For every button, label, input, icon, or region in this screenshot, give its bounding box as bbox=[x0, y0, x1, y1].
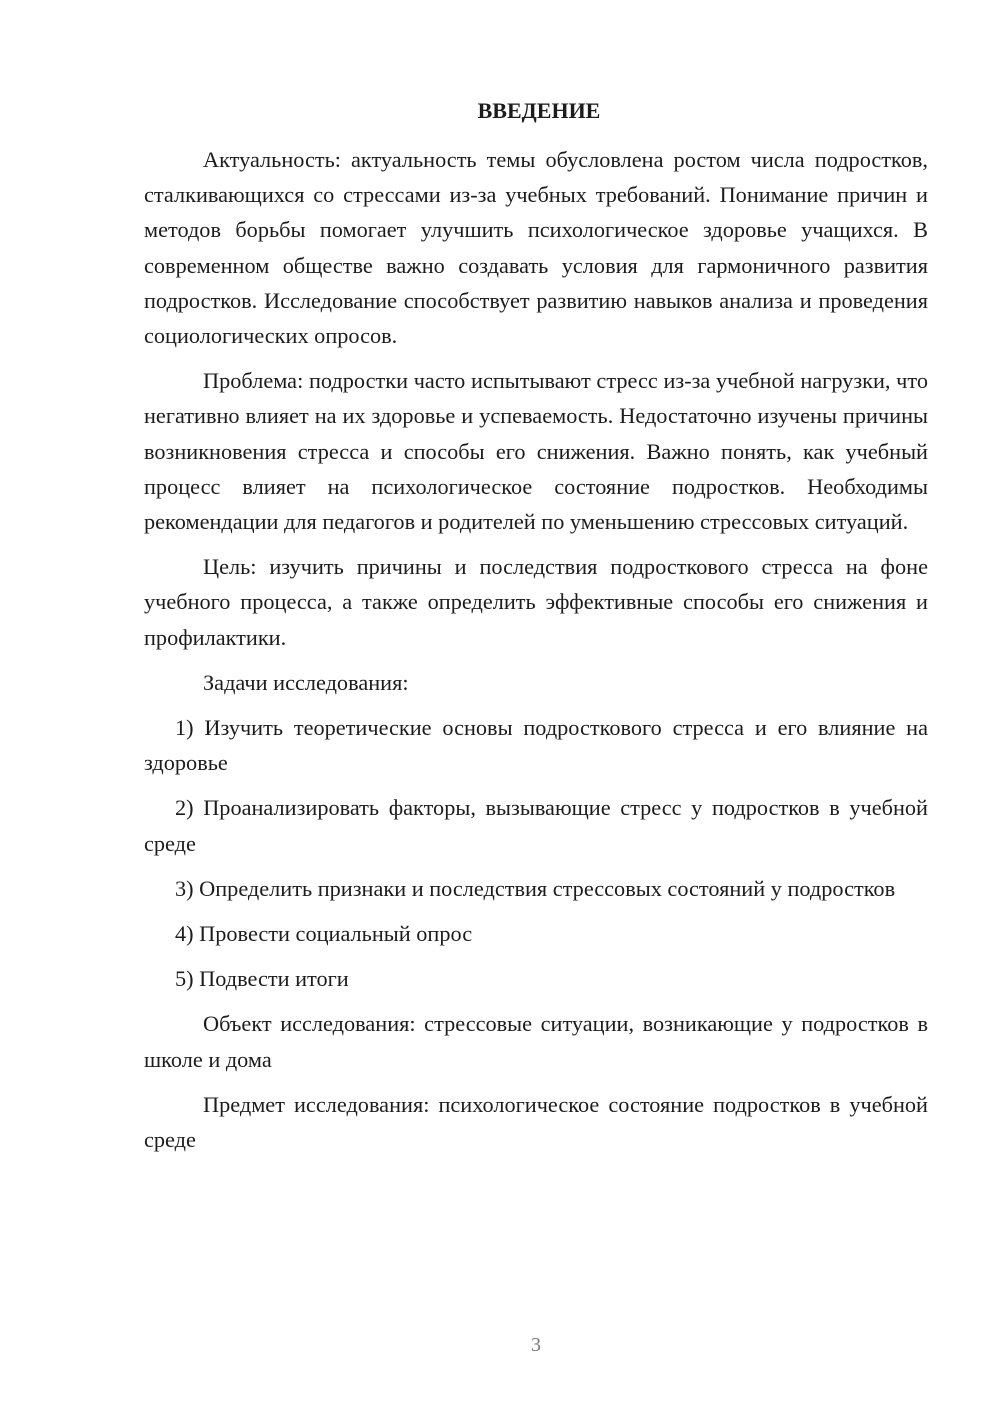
tasks-list bbox=[144, 710, 928, 996]
page-title: ВВЕДЕНИЕ bbox=[477, 98, 601, 123]
list-item: 2) Проанализировать факторы, вызывающие стресс у подростков в учебной среде bbox=[144, 795, 928, 856]
object-paragraph: Объект исследования: стрессовые ситуации, возникающие у подростков в школе и дома bbox=[144, 1011, 928, 1072]
tasks-heading: Задачи исследования: bbox=[203, 669, 409, 695]
list-item: 3) Определить признаки и последствия стрессовых состояний у подростков bbox=[175, 875, 896, 901]
list-item: 4) Провести социальный опрос bbox=[175, 921, 473, 947]
page-number: 3 bbox=[531, 1334, 541, 1356]
list-item: 5) Подвести итоги bbox=[175, 966, 349, 992]
document-page bbox=[144, 96, 928, 1167]
subject-paragraph: Предмет исследования: психологическое состояние подростков в учебной среде bbox=[144, 1091, 928, 1153]
list-item: 1) Изучить теоретические основы подросткового стресса и его влияние на здоровье bbox=[144, 715, 928, 776]
goal-paragraph: Цель: изучить причины и последствия подросткового стресса на фоне учебного процесса, а также определить эффективные способы его снижения и профилактики. bbox=[144, 554, 928, 650]
problem-paragraph: Проблема: подростки часто испытывают стресс из-за учебной нагрузки, что негативно влияет на их здоровье и успеваемость. Недостаточно изучены причины возникновения стресса и способы его снижения. Важно понять, как учебный процесс влияет на психологическое состояние подростков. Необходимы рекомендации для педагогов и родителей по уменьшению стрессовых ситуаций. bbox=[144, 368, 928, 535]
relevance-paragraph: Актуальность: актуальность темы обусловлена ростом числа подростков, сталкивающихся со стрессами из-за учебных требований. Понимание причин и методов борьбы помогает улучшить психологическое здоровье учащихся. В современном обществе важно создавать условия для гармоничного развития подростков. Исследование способствует развитию навыков анализа и проведения социологических опросов. bbox=[144, 147, 928, 349]
